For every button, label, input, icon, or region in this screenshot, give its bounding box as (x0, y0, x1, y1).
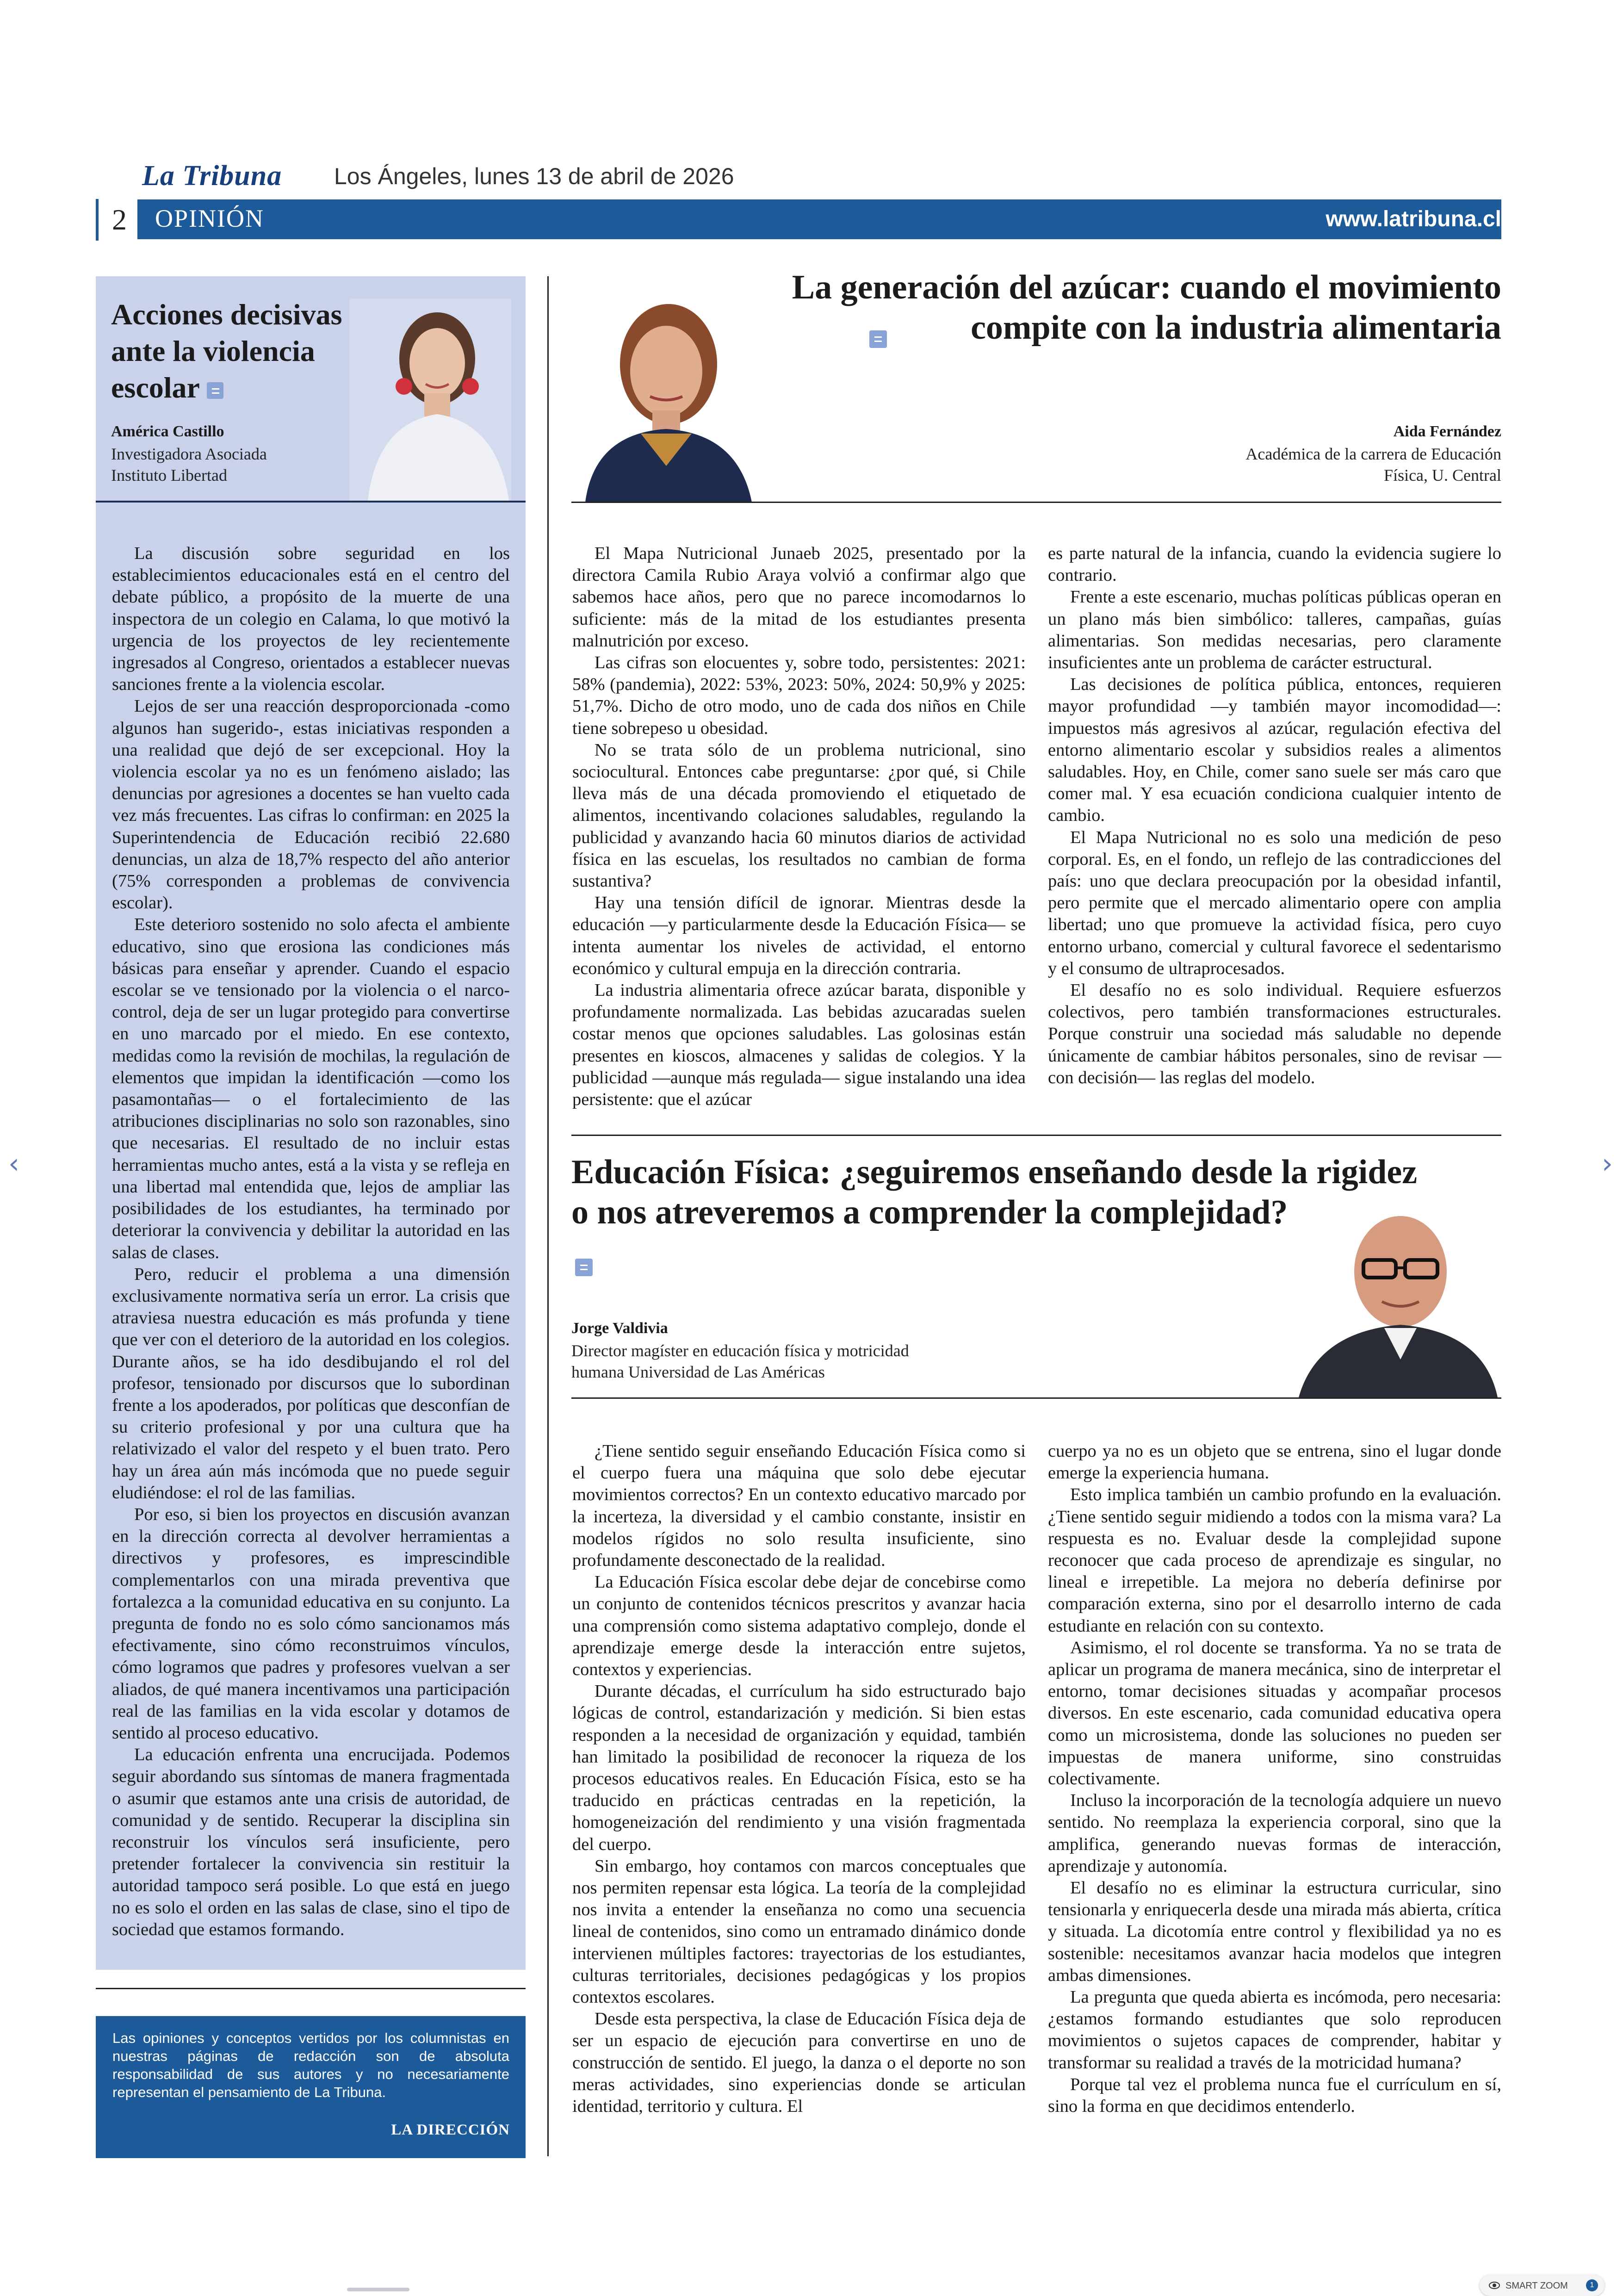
paragraph: La discusión sobre seguridad en los establecimientos educacionales está en el centro del debate público, a propósito de la muerte de una inspectora de un colegio en Calama, lo que motivó la urgencia de los proyectos de ley recientemente ingresados al Congreso, orientados a establecer nuevas sanciones frente a la violencia escolar. (112, 544, 510, 695)
paragraph: La educación enfrenta una encrucijada. Podemos seguir abordando sus síntomas de manera fragmentada o asumir que estamos ante una crisis de autoridad, de comunidad y de sentido. Recuperar la disciplina sin reconstruir los vínculos será insuficiente, pero pretender fortalecer la convivencia sin restituir la autoridad tampoco será posible. Lo que está en juego no es solo el orden en las salas de clase, sino el tipo de sociedad que estamos formando. (112, 1745, 510, 1939)
site-url[interactable]: www.latribuna.cl (1326, 207, 1501, 231)
author-photo-bottom (1289, 1202, 1501, 1397)
paragraph: Hay una tensión difícil de ignorar. Mientras desde la educación —y particularmente desde la Educación Física— se intenta aumentar los niveles de actividad, el entorno económico y cultural empuja en la dirección contraria. (572, 893, 1026, 978)
author-photo-left (349, 298, 511, 501)
audio-icon[interactable] (575, 1259, 593, 1276)
paragraph: La pregunta que queda abierta es incómoda, pero necesaria: ¿estamos formando estudiantes que solo reproducen movimientos o sujetos capaces de comprender, habitar y transformar su realidad a través de la motricidad humana? (1048, 1987, 1501, 2073)
audio-icon[interactable] (869, 330, 887, 348)
dateline: Los Ángeles, lunes 13 de abril de 2026 (334, 163, 734, 189)
paragraph: cuerpo ya no es un objeto que se entrena, sino el lugar donde emerge la experiencia humana. (1048, 1441, 1501, 1483)
paragraph: Durante décadas, el currículum ha sido estructurado bajo lógicas de control, estandarización y medición. Si bien estas responden a la necesidad de organización y equidad, también han limitado la posibilidad de reconocer la riqueza de los procesos educativos reales. En Educación Física, esto se ha traducido en prácticas centradas en la repetición, la homogeneización del rendimiento y una visión fragmentada del cuerpo. (572, 1682, 1026, 1854)
top-author-name: Aida Fernández (1393, 423, 1501, 440)
top-article-rule (571, 502, 1501, 503)
paragraph: Las cifras son elocuentes y, sobre todo, persistentes: 2021: 58% (pandemia), 2022: 53%, 2023: 50%, 2024: 50,9% y 2025: 51,7%. Dicho de otro modo, uno de cada dos niños en Chile tiene sobrepeso u obesidad. (572, 653, 1026, 738)
paragraph: No se trata sólo de un problema nutricional, sino sociocultural. Entonces cabe preguntarse: ¿por qué, si Chile lleva más de una década promoviendo el etiquetado de alimentos, incentivando colaciones saludables, regulando la publicidad y avanzando hacia 60 minutos diarios de actividad física en las escuelas, los resultados no cambian de forma sustantiva? (572, 740, 1026, 891)
page-number: 2 (96, 199, 140, 241)
paragraph: Lejos de ser una reacción desproporcionada -como algunos han sugerido-, estas iniciativas responden a una realidad que dejó de ser excepcional. Hoy la violencia escolar ya no es un fenómeno aislado; las denuncias por agresiones a docentes se han vuelto cada vez más frecuentes. Las cifras lo confirman: en 2025 la Superintendencia de Educación recibió 22.680 denuncias, un alza de 18,7% respecto del año anterior (75% corresponden a problemas de convivencia escolar). (112, 696, 510, 913)
eye-icon (1489, 2280, 1500, 2291)
paragraph: Las decisiones de política pública, entonces, requieren mayor profundidad —y también mayor incomodidad—: impuestos más agresivos al azúcar, regulación efectiva del entorno alimentario escolar y subsidios reales a alimentos saludables. Hoy, en Chile, comer sano suele ser más caro que comer mal. Y esa ecuación condiciona cualquier intento de cambio. (1048, 675, 1501, 825)
left-author-role-2: Instituto Libertad (111, 466, 227, 484)
left-article-title: Acciones decisivas ante la violencia escolar (111, 298, 342, 404)
smart-zoom-button[interactable] (1480, 2275, 1604, 2296)
paragraph: Esto implica también un cambio profundo en la evaluación. ¿Tiene sentido seguir midiendo a todos con la misma vara? La respuesta es no. Evaluar desde la complejidad supone reconocer que cada proceso de aprendizaje es singular, no lineal e irrepetible. La mejora no debería definirse por comparación externa, sino por el desarrollo interno de cada estudiante en relación con su contexto. (1048, 1485, 1501, 1636)
section-label: OPINIÓN (155, 205, 264, 232)
bottom-author-role-1: Director magíster en educación física y motricidad (571, 1341, 909, 1360)
top-author-role-1: Académica de la carrera de Educación (1245, 445, 1501, 463)
paragraph: La industria alimentaria ofrece azúcar barata, disponible y profundamente normalizada. Las bebidas azucaradas suelen costar menos que opciones saludables. Las golosinas están presentes en kioscos, almacenes y salidas de colegios. Y la publicidad —aunque más regulada— sigue instalando una idea persistente: que el azúcar (572, 980, 1026, 1110)
smart-zoom-badge: 1 (1586, 2279, 1598, 2291)
smart-zoom-label: SMART ZOOM (1505, 2281, 1568, 2291)
paragraph: Por eso, si bien los proyectos en discusión avanzan en la dirección correcta al devolver herramientas a directivos y profesores, es imprescindible complementarlos con una mirada preventiva que fortalezca a la comunidad educativa en su conjunto. La pregunta de fondo no es solo cómo sancionamos más efectivamente, sino cómo reconstruimos vínculos, cómo logramos que padres y profesores vuelvan a ser aliados, de qué manera incentivamos una participación real de las familias en la vida escolar y dotamos de sentido al proceso educativo. (112, 1504, 510, 1743)
paragraph: El Mapa Nutricional Junaeb 2025, presentado por la directora Camila Rubio Araya volvió a confirmar algo que sabemos hace años, pero que no parece incomodarnos lo suficiente: más de la mitad de los estudiantes presenta malnutrición por exceso. (572, 544, 1026, 651)
paragraph: Incluso la incorporación de la tecnología adquiere un nuevo sentido. No reemplaza la experiencia corporal, sino que la amplifica, generando nuevas formas de interacción, aprendizaje y autonomía. (1048, 1791, 1501, 1876)
next-page-arrow[interactable]: › (1602, 1148, 1613, 1180)
paragraph: Este deterioro sostenido no solo afecta el ambiente educativo, sino que erosiona las condiciones más básicas para enseñar y aprender. Cuando el espacio escolar se ve tensionado por la violencia o el narco-control, deja de ser un lugar protegido para convertirse en uno marcado por el miedo. En ese contexto, medidas como la revisión de mochilas, la regulación de elementos que impidan la identificación —como los pasamontañas— o el fortalecimiento de las atribuciones disciplinarias no solo son razonables, sino que necesarias. El resultado de no incluir estas herramientas mucho antes, está a la vista y se refleja en una libertad mal entendida que, lejos de ampliar las posibilidades de los estudiantes, ha terminado por deteriorar la convivencia y debilitar la autoridad en las salas de clases. (112, 915, 510, 1262)
prev-page-arrow[interactable]: ‹ (8, 1148, 19, 1180)
column-divider (547, 276, 549, 2156)
paragraph: Porque tal vez el problema nunca fue el currículum en sí, sino la forma en que decidimos entenderlo. (1048, 2074, 1501, 2116)
paragraph: Desde esta perspectiva, la clase de Educación Física deja de ser un espacio de ejecución para convertirse en uno de construcción de sentido. El juego, la danza o el deporte no son meras actividades, sino experiencias donde se articulan identidad, territorio y cultura. El (572, 2009, 1026, 2116)
newspaper-logo: La Tribuna (142, 160, 282, 192)
paragraph: El desafío no es eliminar la estructura curricular, sino tensionarla y enriquecerla desde una mirada más abierta, crítica y situada. La dicotomía entre control y flexibilidad ya no es sostenible: necesitamos avanzar hacia modelos que integren ambas dimensiones. (1048, 1878, 1501, 1985)
paragraph: Sin embargo, hoy contamos con marcos conceptuales que nos permiten repensar esta lógica. La teoría de la complejidad nos invita a entender la enseñanza no como una secuencia lineal de contenidos, sino como un entramado dinámico donde intervienen múltiples factores: trayectorias de los estudiantes, culturas territoriales, decisiones pedagógicas y los propios contextos escolares. (572, 1856, 1026, 2007)
left-author-role-1: Investigadora Asociada (111, 445, 267, 463)
audio-icon[interactable] (207, 382, 223, 399)
horizontal-scrollbar[interactable] (347, 2288, 409, 2291)
disclaimer-text: Las opiniones y conceptos vertidos por los columnistas en nuestras páginas de redacción son de absoluta responsabilidad de sus autores y no necesariamente representan el pensamiento de La Tribuna. (112, 2030, 509, 2100)
mid-divider (571, 1135, 1501, 1136)
paragraph: Pero, reducir el problema a una dimensión exclusivamente normativa sería un error. La crisis que atraviesa nuestra educación es más profunda y tiene que ver con el deterioro de la autoridad en los colegios. Durante años, se ha ido desdibujando el rol del profesor, tensionado por discursos que lo subordinan frente a los apoderados, por políticas que desconfían de su criterio profesional y por una cultura que ha relativizado el valor del respeto y el buen trato. Pero hay un área aún más incómoda que no puede seguir eludiéndose: el rol de las familias. (112, 1264, 510, 1502)
left-article-body (112, 543, 510, 1941)
paragraph: Frente a este escenario, muchas políticas públicas operan en un plano más bien simbólico: talleres, campañas, guías alimentarias. Son medidas necesarias, pero claramente insuficientes ante un problema de carácter estructural. (1048, 587, 1501, 673)
bottom-article-col2 (1048, 1440, 1501, 2117)
paragraph: El Mapa Nutricional no es solo una medición de peso corporal. Es, en el fondo, un reflejo de las contradicciones del país: uno que declara preocupación por la obesidad infantil, pero permite que el mercado alimentario opere con amplia libertad; uno que promueve la actividad física, pero cuyo entorno urbano, comercial y cultural favorece el sedentarismo y el consumo de ultraprocesados. (1048, 827, 1501, 978)
paragraph: La Educación Física escolar debe dejar de concebirse como un conjunto de contenidos técnicos prescritos y avanzar hacia una comprensión como sistema adaptativo complejo, donde el aprendizaje emerge desde la interacción entre sujetos, contextos y experiencias. (572, 1572, 1026, 1680)
bottom-article-col1 (572, 1440, 1026, 2117)
bottom-author-role-2: humana Universidad de Las Américas (571, 1363, 825, 1381)
top-author-role-2: Física, U. Central (1384, 466, 1501, 484)
bottom-author-name: Jorge Valdivia (571, 1320, 668, 1337)
top-article-col1 (572, 543, 1026, 1111)
bottom-article-rule (571, 1397, 1501, 1399)
paragraph: ¿Tiene sentido seguir enseñando Educación Física como si el cuerpo fuera una máquina que solo debe ejecutar movimientos correctos? En un contexto educativo marcado por la incerteza, la diversidad y el cambio constante, insistir en modelos rígidos no solo resulta insuficiente, sino profundamente desconectado de la realidad. (572, 1441, 1026, 1570)
paragraph: es parte natural de la infancia, cuando la evidencia sugiere lo contrario. (1048, 544, 1501, 585)
disclaimer-signature: LA DIRECCIÓN (391, 2122, 510, 2138)
left-author-name: América Castillo (111, 423, 224, 440)
paragraph: Asimismo, el rol docente se transforma. Ya no se trata de aplicar un programa de manera mecánica, sino de interpretar el entorno, tomar decisiones situadas y acompañar procesos diversos. En este escenario, cada comunidad educativa opera como un microsistema, donde las soluciones no pueden ser impuestas de manera uniforme, sino construidas colectivamente. (1048, 1638, 1501, 1789)
bottom-article-title: Educación Física: ¿seguiremos enseñando desde la rigidez o nos atreveremos a comprender la complejidad? (571, 1153, 1418, 1231)
section-bar (137, 199, 1501, 239)
top-article-col2 (1048, 543, 1501, 1089)
left-divider (96, 1988, 526, 1989)
top-article-title: La generación del azúcar: cuando el movimiento compite con la industria alimentaria (792, 268, 1501, 347)
paragraph: El desafío no es solo individual. Requiere esfuerzos colectivos, pero también transformaciones estructurales. Porque construir una sociedad más saludable no depende únicamente de cambiar hábitos personales, sino de revisar —con decisión— las reglas del modelo. (1048, 980, 1501, 1087)
